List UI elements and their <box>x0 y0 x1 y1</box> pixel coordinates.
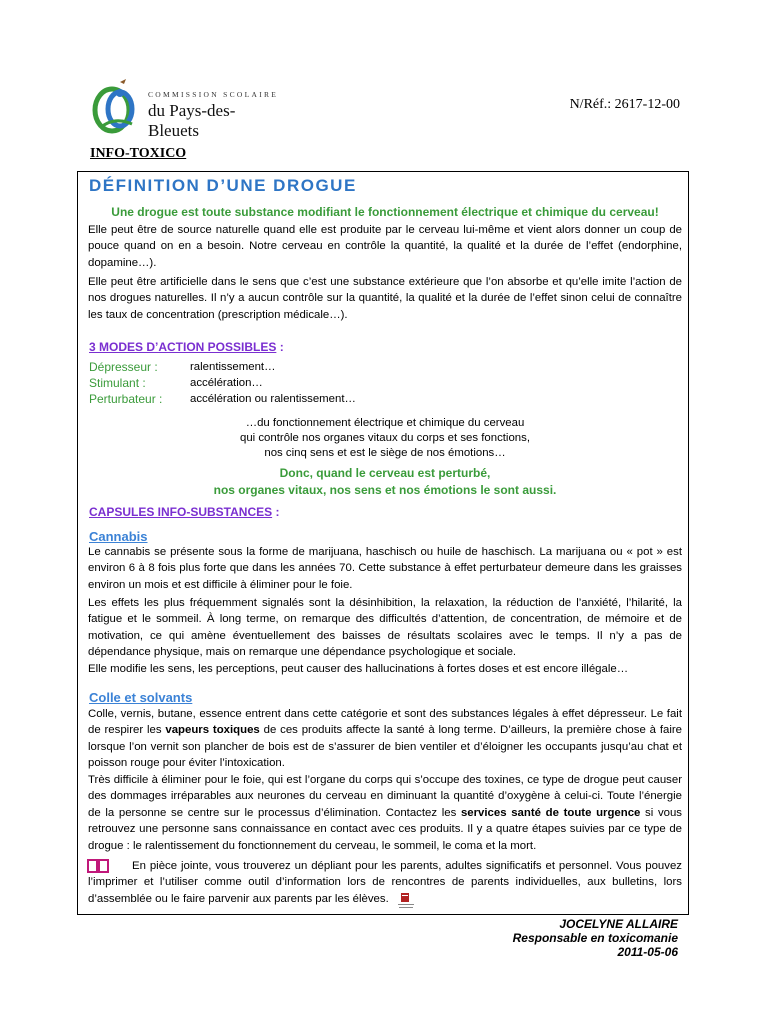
capsules-title: CAPSULES INFO-SUBSTANCES <box>89 505 273 519</box>
logo-line-1: COMMISSION SCOLAIRE <box>148 90 279 99</box>
signature-name: JOCELYNE ALLAIRE <box>559 917 678 931</box>
attachment-note: En pièce jointe, vous trouverez un dépliant pour les parents, adultes significatifs et personnel. Vous pouvez l’imprimer et l’utiliser comme outil d’information lors de rencontres de parents individuelles, aux bulletins, lors d’assemblée ou le faire parvenir aux parents par les élèves. <box>88 860 682 905</box>
signature-date: 2011-05-06 <box>617 945 678 959</box>
conclusion-line: Donc, quand le cerveau est perturbé, <box>279 466 491 480</box>
attachment-file-icon[interactable] <box>397 893 415 911</box>
commission-logo-icon <box>86 76 148 138</box>
info-toxico-label: INFO-TOXICO <box>90 146 187 161</box>
conclusion-line: nos organes vitaux, nos sens et nos émotions le sont aussi. <box>213 483 557 497</box>
cannabis-paragraph-1: Le cannabis se présente sous la forme de marijuana, haschisch ou huile de haschisch. La marijuana ou « pot » est environ 6 à 8 fois plus forte que dans les années 70. Cette substance à effet perturbateur demeure dans les graisses environ un mois et est difficile à éliminer pour le foie. <box>88 546 682 591</box>
modes-heading <box>89 340 284 354</box>
cannabis-title: Cannabis <box>89 529 148 544</box>
modes-colon: : <box>276 340 284 354</box>
definition-paragraph-2: Elle peut être artificielle dans le sens que c’est une substance extérieure que l’on absorbe et qu’elle imite l’action de nos drogues naturelles. Il n’y a aucun contrôle sur la quantité, la qualité et la durée de l’effet sinon celui de connaître les taux de concentration (prescription médicale…). <box>88 276 682 321</box>
bold-run: services santé de toute urgence <box>460 806 641 819</box>
text-run: Très difficile à éliminer pour le foie, qui est l’organe du corps qui s’occupe des toxines, ce type de drogue peut causer des dommages irréparables aux neurones du cerveau en diminuant la quantité d’oxygène à celui-ci. Toute l’énergie de la personne se centre sur le processus d’élimination. Contactez les <box>88 774 682 819</box>
text-run: de ces produits affecte la santé à long terme. D’ailleurs, la première chose à faire lorsque l’on vernit son plancher de bois est de s’assurer de bien ventiler et d’éloigner les occupants jusqu’au chat et poisson rouge pour éviter l’intoxication. <box>88 724 682 770</box>
mode-name: Stimulant : <box>89 376 146 390</box>
cannabis-paragraph-3: Elle modifie les sens, les perceptions, peut causer des hallucinations à fortes doses et est encore illégale… <box>88 663 629 675</box>
colle-title: Colle et solvants <box>89 690 193 705</box>
cannabis-paragraph-2: Les effets les plus fréquemment signalés sont la désinhibition, la relaxation, la réduction de l’anxiété, l’hilarité, la fatigue et le sommeil. À long terme, on remarque des difficultés d’attention, de concentration, de mémoire et de motivation, ce qui amène éventuellement des baisses de résultats scolaires avec le temps. Il n’y a pas de dépendance physique, mais on remarque une dépendance psychologique et sociale. <box>88 597 682 659</box>
reference-number: N/Réf.: 2617-12-00 <box>569 97 680 112</box>
logo-line-2: du Pays-des-Bleuets <box>148 101 236 140</box>
commission-logo <box>86 76 286 138</box>
definition-paragraph-1: Elle peut être de source naturelle quand elle est produite par le cerveau lui-même et vient alors donner un coup de pouce quand on en a besoin. Notre cerveau en contrôle la quantité, la qualité et la durée de l’effet (endorphine, dopamine…). <box>88 224 682 269</box>
colle-paragraph-1 <box>88 706 682 772</box>
mode-name: Perturbateur : <box>89 392 163 406</box>
capsules-colon: : <box>272 505 280 519</box>
center-line: nos cinq sens et est le siège de nos émotions… <box>264 447 506 459</box>
mode-desc: ralentissement… <box>190 361 276 373</box>
colle-paragraph-2 <box>88 772 682 854</box>
mode-desc: accélération ou ralentissement… <box>190 393 356 405</box>
bold-run: vapeurs toxiques <box>165 724 260 737</box>
mode-name: Dépresseur : <box>89 360 158 374</box>
text-run: si vous retrouvez une personne sans connaissance en contact avec ces produits. Il y a quatre étapes suivies par ce type de drogue : le ralentissement du fonctionnement du cerveau, le sommeil, le coma et la mort. <box>88 806 682 852</box>
mode-desc: accélération… <box>190 377 263 389</box>
capsules-heading <box>89 505 279 519</box>
modes-title: 3 MODES D’ACTION POSSIBLES <box>89 340 277 354</box>
center-line: …du fonctionnement électrique et chimique du cerveau <box>245 417 525 429</box>
text-run: Colle, vernis, butane, essence entrent dans cette catégorie et sont des substances légales à effet dépresseur. Le fait de respirer les <box>88 708 682 737</box>
signature-role: Responsable en toxicomanie <box>512 931 678 945</box>
definition-title: DÉFINITION D’UNE DROGUE <box>89 176 357 195</box>
definition-subtitle: Une drogue est toute substance modifiant le fonctionnement électrique et chimique du cerveau! <box>111 205 659 219</box>
center-line: qui contrôle nos organes vitaux du corps et ses fonctions, <box>240 432 530 444</box>
